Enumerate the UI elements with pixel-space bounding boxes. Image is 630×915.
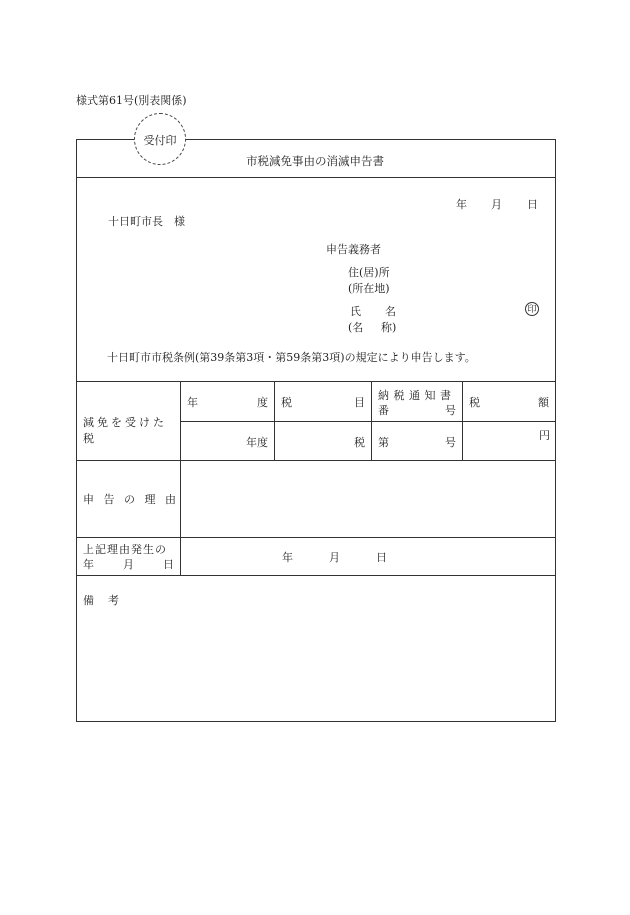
- divider: [76, 460, 556, 461]
- remarks-label-2: 考: [108, 594, 119, 607]
- occurrence-day: 日: [376, 551, 387, 564]
- occurrence-label-year: 年: [83, 558, 94, 571]
- col-notice-row2b: 号: [445, 404, 456, 417]
- declarant-heading: 申告義務者: [326, 243, 381, 256]
- reduced-tax-label: [83, 414, 174, 446]
- date-month: 月: [491, 198, 502, 211]
- col-notice-row1: 納税通知書: [378, 389, 456, 402]
- cell-number-2: 号: [445, 436, 456, 449]
- col-tax-header: [281, 394, 365, 410]
- divider: [76, 537, 556, 538]
- date-day: 日: [527, 198, 538, 211]
- divider: [76, 575, 556, 576]
- col-tax-1: 税: [281, 396, 292, 409]
- stamp-label: 受付印: [143, 134, 177, 147]
- occurrence-month: 月: [329, 551, 340, 564]
- cell-year: 年度: [246, 436, 268, 449]
- cell-number-1: 第: [378, 436, 389, 449]
- col-notice-row2a: 番: [378, 404, 389, 417]
- divider: [180, 381, 181, 575]
- divider: [76, 381, 556, 382]
- occurrence-label-month: 月: [123, 558, 134, 571]
- seal-mark: 印: [525, 302, 539, 316]
- divider: [180, 421, 556, 422]
- document-title: 市税減免事由の消滅申告書: [246, 154, 384, 168]
- form-number: 様式第61号(別表関係): [76, 94, 187, 107]
- cell-number: [378, 434, 456, 450]
- cell-yen: 円: [539, 429, 550, 442]
- col-amount-1: 税: [469, 396, 480, 409]
- col-notice-row2: [378, 402, 456, 418]
- name-sublabel-1: (名: [348, 321, 364, 334]
- col-year-2: 度: [257, 396, 268, 409]
- divider: [462, 381, 463, 460]
- col-amount-2: 額: [538, 396, 549, 409]
- col-year-header: [187, 394, 268, 410]
- reason-label: 申告の理由: [83, 493, 186, 506]
- name-label-2: 名: [385, 305, 396, 318]
- occurrence-label-day: 日: [163, 558, 174, 571]
- divider: [274, 381, 275, 460]
- name-sublabel-2: 称): [381, 321, 397, 334]
- divider: [371, 381, 372, 460]
- occurrence-label-line2: [83, 556, 174, 572]
- date-year: 年: [456, 198, 467, 211]
- occurrence-year: 年: [282, 551, 293, 564]
- address-sublabel: (所在地): [348, 282, 390, 295]
- name-label-1: 氏: [350, 305, 361, 318]
- occurrence-label-line1: 上記理由発生の: [83, 543, 167, 556]
- col-tax-2: 目: [354, 396, 365, 409]
- divider: [76, 177, 556, 178]
- col-amount-header: [469, 394, 549, 410]
- col-year-1: 年: [187, 396, 198, 409]
- address-label: 住(居)所: [348, 266, 390, 279]
- reduced-tax-label-text: 減免を受けた税: [83, 416, 167, 445]
- cell-tax: 税: [354, 436, 365, 449]
- addressee: 十日町市長 様: [108, 215, 185, 228]
- remarks-label-1: 備: [83, 594, 94, 607]
- statement-text: 十日町市市税条例(第39条第3項・第59条第3項)の規定により申告します。: [107, 351, 476, 364]
